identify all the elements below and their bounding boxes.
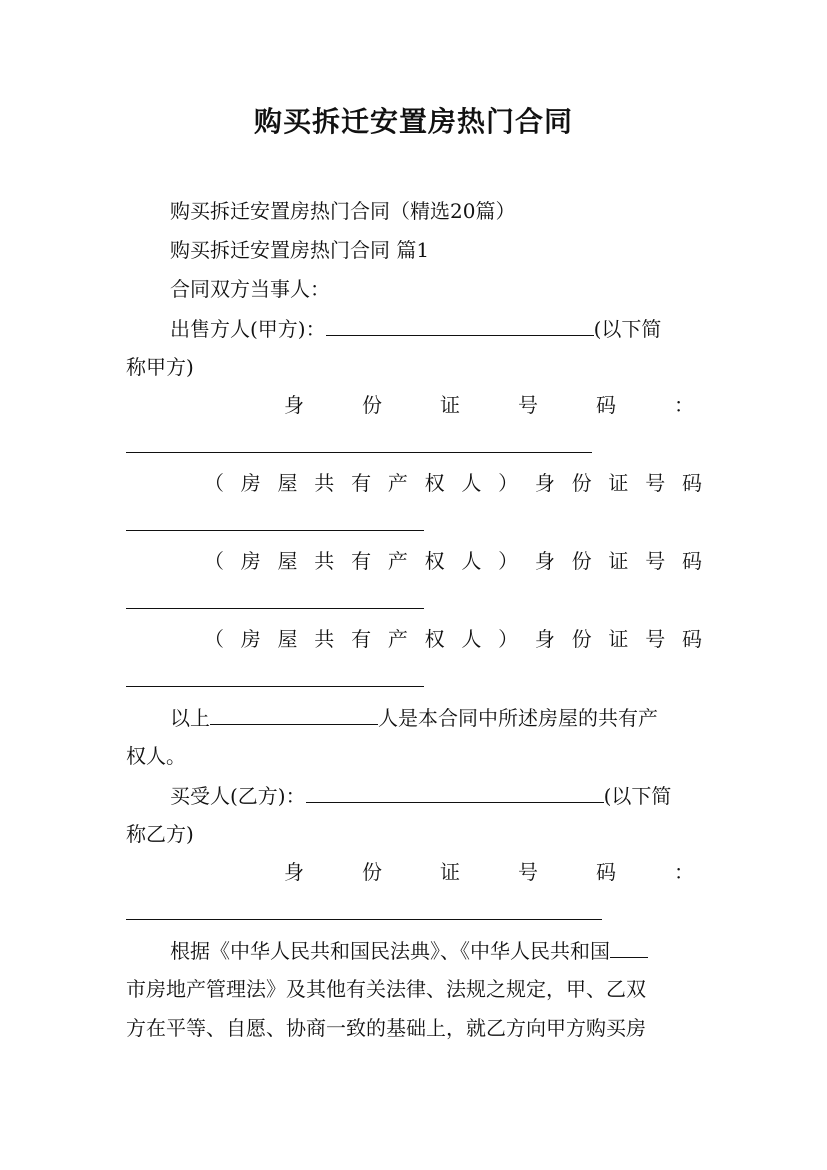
co-owner-char: 产 <box>387 471 408 495</box>
co-owner-char: 份 <box>571 471 592 495</box>
id-char: 号 <box>518 860 538 884</box>
co-owner-char: 码 <box>681 471 702 495</box>
buyer-label: 买受人(乙方)： <box>170 784 306 808</box>
id-char: ： <box>674 393 694 417</box>
legal-basis-line-1 <box>170 935 702 966</box>
co-owner-char: 证 <box>608 627 629 651</box>
co-owner-char: 身 <box>534 549 555 573</box>
co-owner-char: 号 <box>645 471 666 495</box>
buyer-cont: 称乙方) <box>126 822 194 846</box>
id-char: 码 <box>596 393 616 417</box>
id-char: 号 <box>518 393 538 417</box>
co-owner-names-blank[interactable] <box>210 702 378 725</box>
legal-basis-text: 根据《中华人民共和国民法典》、《中华人民共和国 <box>170 939 610 963</box>
co-owner-char: 权 <box>424 549 445 573</box>
buyer-line <box>170 780 702 811</box>
co-owner-char: 房 <box>240 471 261 495</box>
co-owner-char: （ <box>204 627 224 651</box>
co-owner-1-blank[interactable] <box>126 530 424 531</box>
co-owner-char: 身 <box>534 471 555 495</box>
co-owner-char: （ <box>204 549 224 573</box>
seller-suffix: (以下简 <box>593 317 662 341</box>
co-owner-2-blank[interactable] <box>126 608 424 609</box>
co-owner-char: 码 <box>681 549 702 573</box>
seller-id-blank[interactable] <box>126 452 592 453</box>
co-owner-char: 房 <box>240 549 261 573</box>
co-owner-3-label <box>204 624 702 654</box>
id-char: 码 <box>596 860 616 884</box>
co-owner-char: 有 <box>351 471 372 495</box>
id-char: 身 <box>284 393 304 417</box>
co-owner-char: （ <box>204 471 224 495</box>
co-owner-intro: 以上 <box>170 706 210 730</box>
seller-name-blank[interactable] <box>326 313 594 336</box>
document-title: 购买拆迁安置房热门合同 <box>253 105 573 138</box>
co-owner-2-label <box>204 546 702 576</box>
section-heading: 购买拆迁安置房热门合同 篇1 <box>170 238 430 262</box>
subtitle: 购买拆迁安置房热门合同（精选20篇） <box>170 199 516 223</box>
co-owner-char: 权 <box>424 627 445 651</box>
buyer-suffix: (以下简 <box>603 784 672 808</box>
co-owner-char: 号 <box>645 549 666 573</box>
seller-id-label <box>284 390 694 420</box>
co-owner-char: 份 <box>571 549 592 573</box>
co-owner-char: 人 <box>461 627 482 651</box>
co-owner-char: ） <box>498 549 519 573</box>
seller-label: 出售方人(甲方)： <box>170 317 326 341</box>
id-char: 证 <box>440 860 460 884</box>
buyer-id-label <box>284 857 694 887</box>
co-owner-char: 屋 <box>277 471 298 495</box>
co-owner-char: 号 <box>645 627 666 651</box>
id-char: 身 <box>284 860 304 884</box>
co-owner-char: 人 <box>461 549 482 573</box>
co-owner-char: 人 <box>461 471 482 495</box>
co-owner-statement: 人是本合同中所述房屋的共有产 <box>378 706 658 730</box>
parties-label: 合同双方当事人： <box>170 277 330 301</box>
legal-basis-line-2: 市房地产管理法》及其他有关法律、法规之规定，甲、乙双 <box>126 977 646 1001</box>
id-char: 份 <box>362 860 382 884</box>
co-owner-char: 共 <box>314 549 335 573</box>
co-owner-char: 证 <box>608 549 629 573</box>
co-owner-char: 产 <box>387 627 408 651</box>
co-owner-char: 身 <box>534 627 555 651</box>
co-owner-char: 权 <box>424 471 445 495</box>
co-owner-char: 证 <box>608 471 629 495</box>
co-owner-char: ） <box>498 471 519 495</box>
co-owner-char: 产 <box>387 549 408 573</box>
seller-cont: 称甲方) <box>126 355 194 379</box>
co-owner-char: 房 <box>240 627 261 651</box>
co-owner-char: 码 <box>681 627 702 651</box>
seller-line <box>170 313 702 344</box>
co-owner-statement-line <box>170 702 702 733</box>
co-owner-cont: 权人。 <box>126 744 186 768</box>
id-char: 份 <box>362 393 382 417</box>
co-owner-char: ） <box>498 627 519 651</box>
legal-basis-line-3: 方在平等、自愿、协商一致的基础上，就乙方向甲方购买房 <box>126 1016 646 1040</box>
co-owner-char: 共 <box>314 471 335 495</box>
co-owner-1-label <box>204 468 702 498</box>
co-owner-3-blank[interactable] <box>126 686 424 687</box>
id-char: 证 <box>440 393 460 417</box>
co-owner-char: 屋 <box>277 627 298 651</box>
co-owner-char: 屋 <box>277 549 298 573</box>
city-blank[interactable] <box>610 935 648 958</box>
co-owner-char: 有 <box>351 549 372 573</box>
co-owner-char: 有 <box>351 627 372 651</box>
buyer-name-blank[interactable] <box>306 780 604 803</box>
id-char: ： <box>674 860 694 884</box>
buyer-id-blank[interactable] <box>126 919 602 920</box>
co-owner-char: 份 <box>571 627 592 651</box>
co-owner-char: 共 <box>314 627 335 651</box>
